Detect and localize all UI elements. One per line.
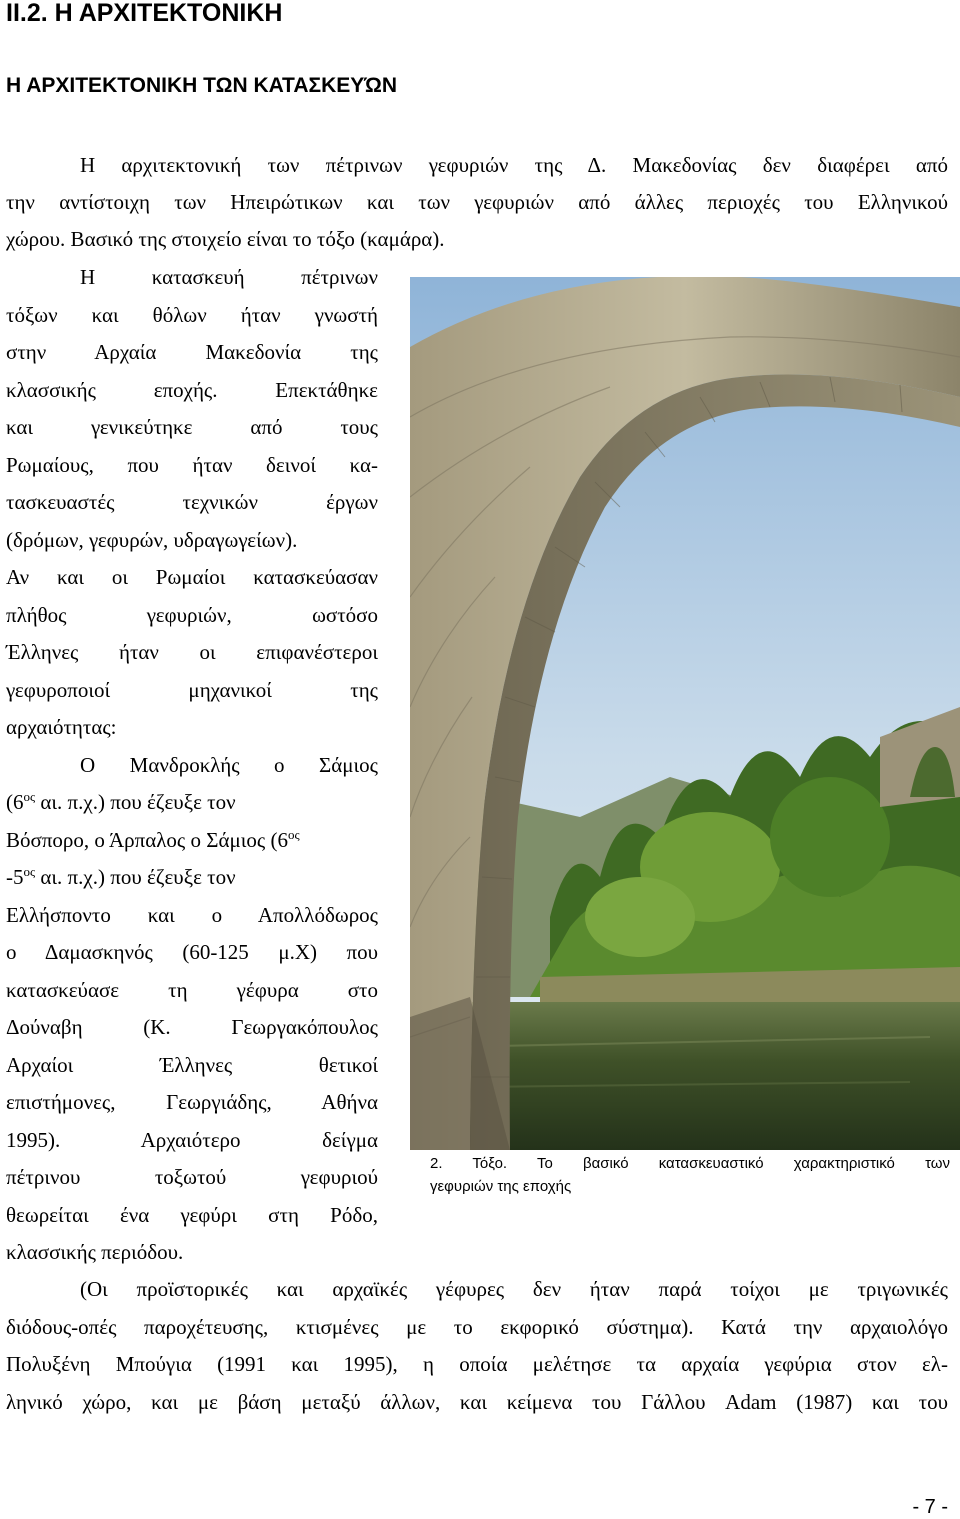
- column-line-sup: Βόσπορο, ο Άρπαλος ο Σάμιος ($6^{o\varsigma}$: [6, 827, 300, 852]
- column-line: θεωρείται ένα γεφύρι στη Ρόδο,: [6, 1203, 378, 1227]
- page-number: - 7 -: [912, 1496, 948, 1518]
- column-line: ο Δαμασκηνός (60-125 μ.Χ) που: [6, 940, 378, 964]
- column-line: κατασκεύασε τη γέφυρα στο: [6, 978, 378, 1002]
- column-line-sup: ($6^{o\varsigma}$ αι. π.χ.) που έζευξε τον: [6, 789, 236, 814]
- column-line: πέτρινου τοξωτού γεφυριού: [6, 1165, 378, 1189]
- intro-line: χώρου. Βασικό της στοιχείο είναι το τόξο (καμάρα).: [6, 227, 445, 251]
- column-line: γεφυροποιοί μηχανικοί της: [6, 678, 378, 702]
- column-line: αρχαιότητας:: [6, 715, 117, 739]
- column-line: Ο Μανδροκλής ο Σάμιος: [80, 753, 378, 777]
- column-line: τασκευαστές τεχνικών έργων: [6, 490, 378, 514]
- bottom-line: (Οι προϊστορικές και αρχαϊκές γέφυρες δεν ήταν παρά τοίχοι με τριγωνικές: [80, 1277, 948, 1301]
- column-line: (δρόμων, γεφυρών, υδραγωγείων).: [6, 528, 298, 552]
- caption-line: 2. Τόξο. Το βασικό κατασκευαστικό χαρακτηριστικό των: [430, 1155, 950, 1172]
- column-line: Έλληνες ήταν οι επιφανέστεροι: [6, 640, 378, 664]
- column-line: και γενικεύτηκε από τους: [6, 415, 378, 439]
- column-line: στην Αρχαία Μακεδονία της: [6, 340, 378, 364]
- column-line: Αν και οι Ρωμαίοι κατασκεύασαν: [6, 565, 378, 589]
- section-title: Η ΑΡΧΙΤΕΚΤΟΝΙΚΗ ΤΩΝ ΚΑΤΑΣΚΕΥΏΝ: [6, 74, 398, 97]
- caption-line: γεφυριών της εποχής: [430, 1178, 572, 1195]
- column-line: επιστήμονες, Γεωργιάδης, Αθήνα: [6, 1090, 378, 1114]
- bottom-line: ληνικό χώρο, και με βάση μεταξύ άλλων, και κείμενα του Γάλλου Adam (1987) και του: [6, 1390, 948, 1414]
- column-line: τόξων και θόλων ήταν γνωστή: [6, 303, 378, 327]
- column-line: κλασσικής εποχής. Επεκτάθηκε: [6, 378, 378, 402]
- column-line: Αρχαίοι Έλληνες θετικοί: [6, 1053, 378, 1077]
- column-line: Η κατασκευή πέτρινων: [80, 265, 378, 289]
- column-line: πλήθος γεφυριών, ωστόσο: [6, 603, 378, 627]
- photo-caption: [430, 1152, 950, 1198]
- column-line: Ελλήσποντο και ο Απολλόδωρος: [6, 903, 378, 927]
- column-line: κλασσικής περιόδου.: [6, 1240, 184, 1264]
- column-line: 1995). Αρχαιότερο δείγμα: [6, 1128, 378, 1152]
- column-line: Ρωμαίους, που ήταν δεινοί κα-: [6, 453, 378, 477]
- chapter-title: II.2. Η ΑΡΧΙΤΕΚΤΟΝΙΚΗ: [6, 0, 283, 27]
- intro-line: Η αρχιτεκτονική των πέτρινων γεφυριών της Δ. Μακεδονίας δεν διαφέρει από: [80, 153, 948, 177]
- bottom-line: διόδους-οπές παροχέτευσης, κτισμένες με το εκφορικό σύστημα). Κατά την αρχαιολόγο: [6, 1315, 948, 1339]
- column-line: Δούναβη (Κ. Γεωργακόπουλος: [6, 1015, 378, 1039]
- intro-line: την αντίστοιχη των Ηπειρώτικων και των γεφυριών από άλλες περιοχές του Ελληνικού: [6, 190, 948, 214]
- bridge-arch-photo: [410, 277, 960, 1150]
- column-line-sup: $-5^{o\varsigma}$ αι. π.χ.) που έζευξε τον: [6, 864, 236, 889]
- bottom-line: Πολυξένη Μπούγια (1991 και 1995), η οποία μελέτησε τα αρχαία γεφύρια στον ελ-: [6, 1352, 948, 1376]
